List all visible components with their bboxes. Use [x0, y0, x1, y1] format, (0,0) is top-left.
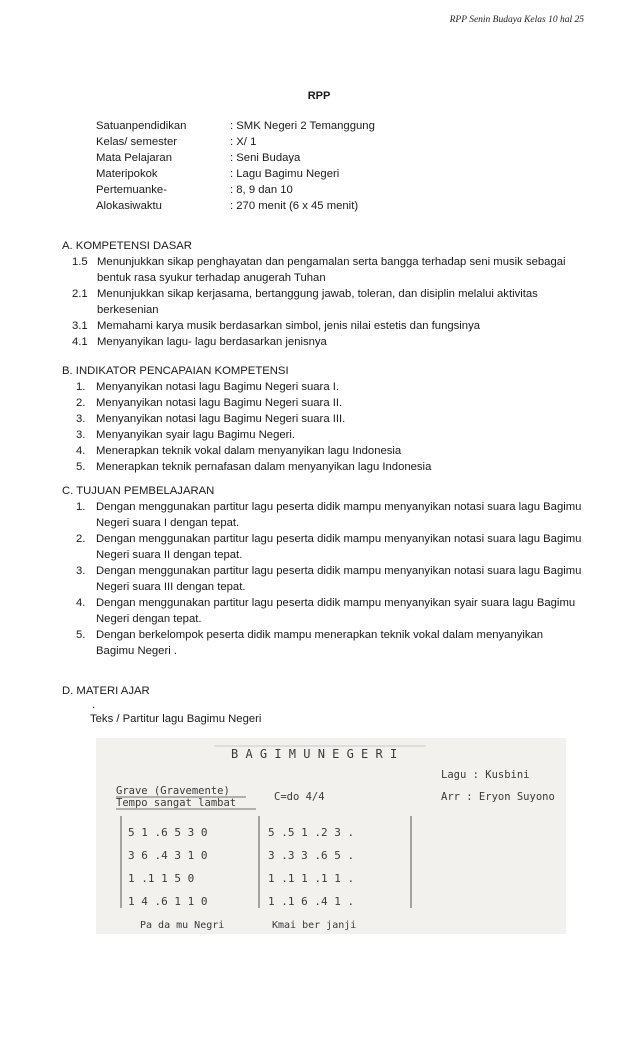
list-text: Menyanyikan syair lagu Bagimu Negeri. — [96, 429, 296, 441]
score-image — [96, 738, 566, 934]
identity-row — [96, 198, 375, 214]
score-row-right: 3 .3 3 .6 5 . — [268, 849, 355, 862]
list-item — [62, 627, 582, 659]
identity-label: Pertemuanke- — [96, 184, 167, 196]
score-title: B A G I M U N E G E R I — [231, 747, 398, 761]
score-row-left: 5 1 .6 5 3 0 — [128, 826, 208, 839]
list-number: 2.1 — [72, 288, 88, 300]
list-number: 3. — [76, 429, 86, 441]
identity-label: Mata Pelajaran — [96, 152, 172, 164]
section-heading: A. KOMPETENSI DASAR — [62, 240, 192, 252]
list-text: Dengan berkelompok peserta didik mampu menerapkan teknik vokal dalam menyanyikan Bagimu Negeri . — [96, 629, 544, 657]
list-number: 4. — [76, 597, 86, 609]
list-text: Menunjukkan sikap penghayatan dan pengamalan serta bangga terhadap seni musik sebagai bentuk rasa syukur terhadap anugerah Tuhan — [97, 256, 566, 284]
list-item — [62, 531, 582, 563]
list-number: 2. — [76, 533, 86, 545]
section-tujuan — [62, 483, 582, 659]
list-text: Dengan menggunakan partitur lagu peserta didik mampu menyanyikan syair suara lagu Bagimu Negeri dengan tepat. — [96, 597, 576, 625]
identity-value: : 270 menit (6 x 45 menit) — [230, 200, 359, 212]
list-item — [62, 563, 582, 595]
list-text: Menyanyikan notasi lagu Bagimu Negeri suara I. — [96, 381, 340, 393]
list-item — [62, 286, 582, 318]
section-materi-ajar — [62, 683, 582, 727]
running-head: RPP Senin Budaya Kelas 10 hal 25 — [449, 15, 584, 25]
score-composer: Lagu : Kusbini — [441, 769, 530, 781]
score-row-right: 5 .5 1 .2 3 . — [268, 826, 355, 839]
list-item — [62, 499, 582, 531]
score-row-left: 3 6 .4 3 1 0 — [128, 849, 208, 862]
identity-row — [96, 182, 375, 198]
list-number: 4. — [76, 445, 86, 457]
identity-label: Kelas/ semester — [96, 136, 177, 148]
score-tempo-1: Grave (Gravemente) — [116, 785, 230, 797]
list-text: Memahami karya musik berdasarkan simbol, jenis nilai estetis dan fungsinya — [97, 320, 481, 332]
section-heading: B. INDIKATOR PENCAPAIAN KOMPETENSI — [62, 365, 289, 377]
score-svg — [96, 738, 566, 934]
list-text: Menyanyikan lagu- lagu berdasarkan jenisnya — [97, 336, 327, 348]
list-item — [62, 427, 582, 443]
identity-label: Alokasiwaktu — [96, 200, 162, 212]
identity-value: : X/ 1 — [230, 136, 257, 148]
list-number: 1. — [76, 501, 86, 513]
score-row-right: 1 .1 1 .1 1 . — [268, 872, 355, 885]
list-text: Menerapkan teknik pernafasan dalam menyanyikan lagu Indonesia — [96, 461, 432, 473]
score-lyric-left: Pa da mu Negri — [140, 920, 225, 931]
list-text: Menyanyikan notasi lagu Bagimu Negeri suara III. — [96, 413, 346, 425]
list-text: Dengan menggunakan partitur lagu peserta didik mampu menyanyikan notasi suara lagu Bagimu Negeri suara III dengan tepat. — [96, 565, 582, 593]
list-number: 3. — [76, 565, 86, 577]
identity-value: : SMK Negeri 2 Temanggung — [230, 120, 375, 132]
identity-label: Satuanpendidikan — [96, 120, 187, 132]
list-item — [62, 395, 582, 411]
section-heading: D. MATERI AJAR — [62, 685, 150, 697]
score-row-left: 1 .1 1 5 0 — [128, 872, 195, 885]
score-lyric-right: Kmai ber janji — [272, 920, 357, 931]
score-tempo-2: Tempo sangat lambat — [116, 797, 237, 809]
identity-row — [96, 134, 375, 150]
list-text: Dengan menggunakan partitur lagu peserta didik mampu menyanyikan notasi suara lagu Bagimu Negeri suara I dengan tepat. — [96, 501, 582, 529]
list-number: 4.1 — [72, 336, 88, 348]
bullet-dot: . — [92, 699, 96, 711]
list-item — [62, 443, 582, 459]
list-number: 3. — [76, 413, 86, 425]
section-indikator — [62, 363, 582, 475]
list-number: 3.1 — [72, 320, 88, 332]
section-kompetensi-dasar — [62, 238, 582, 350]
list-text: Menyanyikan notasi lagu Bagimu Negeri suara II. — [96, 397, 343, 409]
list-item — [62, 254, 582, 286]
identity-table — [96, 118, 375, 214]
list-item — [62, 459, 582, 475]
materi-subtitle: Teks / Partitur lagu Bagimu Negeri — [90, 713, 262, 725]
identity-value: : Seni Budaya — [230, 152, 301, 164]
identity-row — [96, 118, 375, 134]
score-arranger: Arr : Eryon Suyono — [441, 791, 555, 803]
score-row-right: 1 .1 6 .4 1 . — [268, 895, 355, 908]
list-item — [62, 411, 582, 427]
list-number: 2. — [76, 397, 86, 409]
identity-row — [96, 150, 375, 166]
list-text: Menunjukkan sikap kerjasama, bertanggung jawab, toleran, dan disiplin melalui aktivitas berkesenian — [97, 288, 538, 316]
identity-row — [96, 166, 375, 182]
list-item — [62, 318, 582, 334]
list-item — [62, 595, 582, 627]
score-row-left: 1 4 .6 1 1 0 — [128, 895, 208, 908]
list-number: 5. — [76, 461, 86, 473]
list-text: Menerapkan teknik vokal dalam menyanyikan lagu Indonesia — [96, 445, 402, 457]
list-number: 1. — [76, 381, 86, 393]
score-key: C=do 4/4 — [274, 791, 325, 803]
identity-label: Materipokok — [96, 168, 158, 180]
identity-value: : Lagu Bagimu Negeri — [230, 168, 340, 180]
list-number: 1.5 — [72, 256, 88, 268]
list-number: 5. — [76, 629, 86, 641]
list-item — [62, 334, 582, 350]
list-text: Dengan menggunakan partitur lagu peserta didik mampu menyanyikan notasi suara lagu Bagimu Negeri suara II dengan tepat. — [96, 533, 582, 561]
identity-value: : 8, 9 dan 10 — [230, 184, 293, 196]
section-heading: C. TUJUAN PEMBELAJARAN — [62, 485, 215, 497]
page-title: RPP — [307, 90, 331, 102]
list-item — [62, 379, 582, 395]
